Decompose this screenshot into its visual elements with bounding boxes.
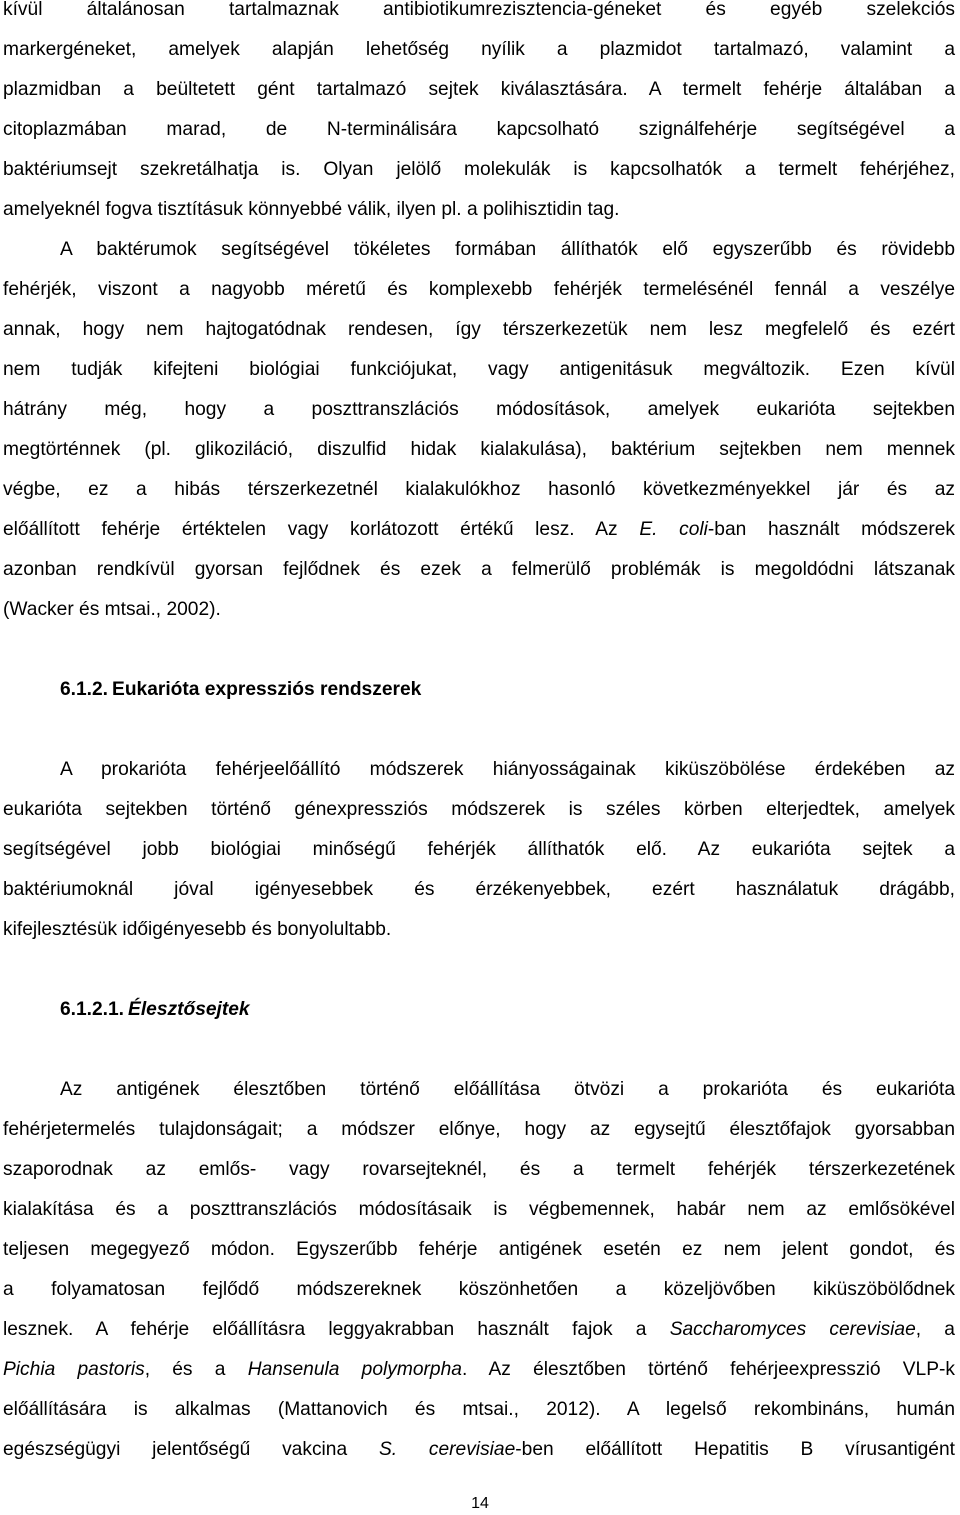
text-line: szaporodnak az emlős- vagy rovarsejteknél, és a termelt fehérjék térszerkezetének bbox=[3, 1159, 955, 1180]
section-title: Eukarióta expressziós rendszerek bbox=[112, 679, 422, 700]
text-line: megtörténnek (pl. glikoziláció, diszulfid hidak kialakulása), baktérium sejtekben nem mennek bbox=[3, 439, 955, 460]
text-line: markergéneket, amelyek alapján lehetőség nyílik a plazmidot tartalmazó, valamint a bbox=[3, 39, 955, 60]
text-line: (Wacker és mtsai., 2002). bbox=[3, 599, 221, 620]
page-number: 14 bbox=[471, 1495, 489, 1512]
text-line: A baktérumok segítségével tökéletes formában állíthatók elő egyszerűbb és rövidebb bbox=[60, 239, 955, 260]
text-line: plazmidban a beültetett gént tartalmazó sejtek kiválasztására. A termelt fehérje általában a bbox=[3, 79, 955, 100]
subsection-title: Élesztősejtek bbox=[128, 999, 250, 1020]
text-line: amelyeknél fogva tisztításuk könnyebbé válik, ilyen pl. a polihisztidin tag. bbox=[3, 199, 620, 220]
text-line: lesznek. A fehérje előállításra leggyakrabban használt fajok a Saccharomyces cerevisiae, a bbox=[3, 1319, 955, 1340]
text-line: baktériumsejt szekretálhatja is. Olyan jelölő molekulák is kapcsolhatók a termelt fehérjéhez, bbox=[3, 159, 955, 180]
text-line: nem tudják kifejteni biológiai funkciójukat, vagy antigenitásuk megváltozik. Ezen kívül bbox=[3, 359, 955, 380]
paragraph-bacteria-limitations bbox=[3, 230, 955, 630]
text-line: annak, hogy nem hajtogatódnak rendesen, így térszerkezetük nem lesz megfelelő és ezért bbox=[3, 319, 955, 340]
text-line: Az antigének élesztőben történő előállítása ötvözi a prokarióta és eukarióta bbox=[60, 1079, 955, 1100]
text-line: előállított fehérje értéktelen vagy korlátozott értékű lesz. Az E. coli-ban használt módszerek bbox=[3, 519, 955, 540]
text-line: kifejlesztésük időigényesebb és bonyolultabb. bbox=[3, 919, 392, 940]
text-line: teljesen megegyező módon. Egyszerűbb fehérje antigének esetén ez nem jelent gondot, és bbox=[3, 1239, 955, 1260]
text-line: A prokarióta fehérjeelőállító módszerek hiányosságainak kiküszöbölése érdekében az bbox=[60, 759, 955, 780]
text-line: fehérjetermelés tulajdonságait; a módszer előnye, hogy az egysejtű élesztőfajok gyorsabban bbox=[3, 1119, 955, 1140]
text-line: a folyamatosan fejlődő módszereknek köszönhetően a közeljövőben kiküszöbölődnek bbox=[3, 1279, 955, 1300]
text-line: azonban rendkívül gyorsan fejlődnek és ezek a felmerülő problémák is megoldódni látszanak bbox=[3, 559, 955, 580]
text-line: baktériumoknál jóval igényesebbek és érzékenyebbek, ezért használatuk drágább, bbox=[3, 879, 955, 900]
paragraph-continuation bbox=[3, 0, 955, 230]
text-line: eukarióta sejtekben történő génexpressziós módszerek is széles körben elterjedtek, amelyek bbox=[3, 799, 955, 820]
text-line: Pichia pastoris, és a Hansenula polymorpha. Az élesztőben történő fehérjeexpresszió VLP-k bbox=[3, 1359, 955, 1380]
text-line: egészségügyi jelentőségű vakcina S. cerevisiae-ben előállított Hepatitis B vírusantigént bbox=[3, 1439, 955, 1460]
section-heading bbox=[60, 670, 421, 710]
subsection-number: 6.1.2.1. bbox=[60, 999, 125, 1020]
paragraph-yeast bbox=[3, 1070, 955, 1470]
text-line: segítségével jobb biológiai minőségű fehérjék állíthatók elő. Az eukarióta sejtek a bbox=[3, 839, 955, 860]
text-line: előállítására is alkalmas (Mattanovich és mtsai., 2012). A legelső rekombináns, humán bbox=[3, 1399, 955, 1420]
subsection-heading bbox=[60, 990, 250, 1030]
text-line: hátrány még, hogy a poszttranszlációs módosítások, amelyek eukarióta sejtekben bbox=[3, 399, 955, 420]
text-line: citoplazmában marad, de N-terminálisára kapcsolható szignálfehérje segítségével a bbox=[3, 119, 955, 140]
text-line: kívül általánosan tartalmaznak antibiotikumrezisztencia-géneket és egyéb szelekciós bbox=[3, 0, 955, 20]
section-number: 6.1.2. bbox=[60, 679, 109, 700]
paragraph-eukaryotic-intro bbox=[3, 750, 955, 950]
text-line: végbe, ez a hibás térszerkezetnél kialakulókhoz hasonló következményekkel jár és az bbox=[3, 479, 955, 500]
text-line: fehérjék, viszont a nagyobb méretű és komplexebb fehérjék termelésénél fennál a veszélye bbox=[3, 279, 955, 300]
text-line: kialakítása és a poszttranszlációs módosításaik is végbemennek, habár nem az emlősökével bbox=[3, 1199, 955, 1220]
